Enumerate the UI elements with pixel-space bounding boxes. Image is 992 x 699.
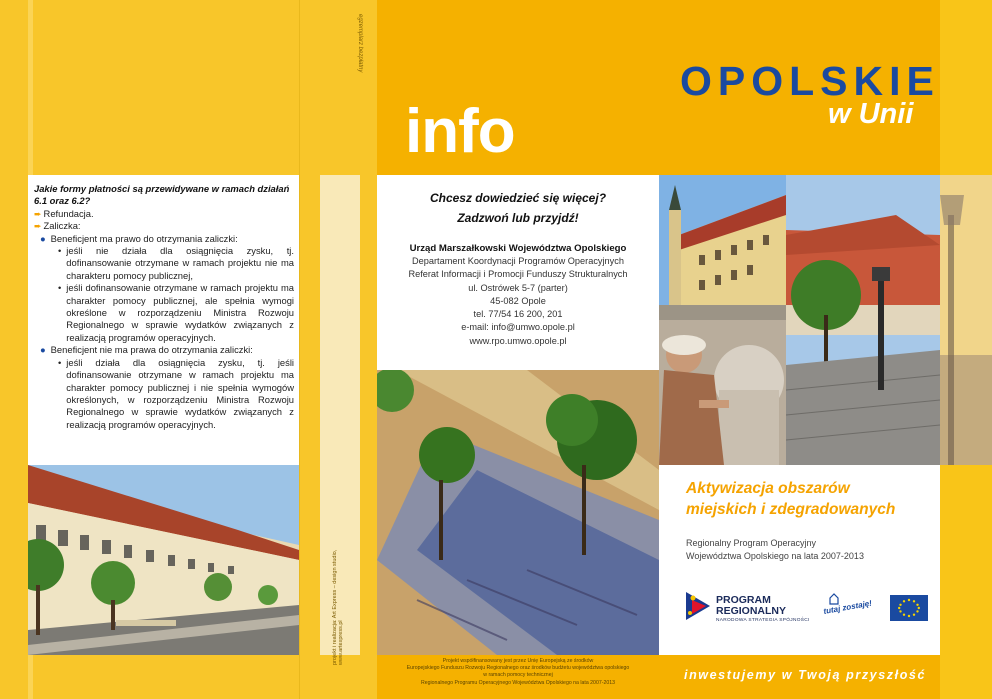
program-subtitle-line-2: Województwa Opolskiego na lata 2007-2013 [686, 550, 864, 561]
tutaj-zostaje-logo [822, 592, 874, 622]
contact-heading [377, 188, 659, 228]
answer-advance-text: Zaliczka: [43, 220, 81, 232]
eu-flag-icon [890, 595, 928, 621]
tutaj-zostaje-text: tutaj zostaję! [822, 598, 873, 616]
w-unii-logo-text: w Unii [828, 98, 914, 130]
contact-organization: Urząd Marszałkowski Województwa Opolskiego [409, 243, 627, 254]
list-item [58, 282, 294, 344]
answer-refund [34, 208, 294, 220]
contact-unit: Referat Informacji i Promocji Funduszy Strukturalnych [408, 269, 628, 280]
contact-heading-line-1: Chcesz dowiedzieć się więcej? [429, 191, 607, 205]
bullet-text: jeśli działa dla osiągnięcia zysku, tj. jeśli dofinansowanie otrzymane w ramach projektu ma charakter pomocy publicznej i nie spełnia wymogów określonych, w rozporządzeniu Ministra Rozwoju Regionalnego w sprawie wydatków związanych z realizacją programów operacyjnych. [66, 356, 294, 430]
market-square-photo [786, 175, 940, 465]
list-item [58, 357, 294, 431]
bullet-icon: • [58, 282, 62, 294]
info-title: info [405, 97, 515, 166]
free-copy-note: egzemplarz bezpłatny [357, 14, 363, 73]
contact-email[interactable]: e-mail: info@umwo.opole.pl [461, 322, 575, 333]
program-title [686, 478, 895, 520]
slogan: inwestujemy w Twoją przyszłość [684, 668, 927, 682]
contact-panel [377, 175, 659, 370]
old-town-photo [659, 175, 786, 320]
program-title-line-2: miejskich i zdegradowanych [686, 501, 896, 518]
list-item [58, 245, 294, 282]
program-logo-line-2: REGIONALNY [716, 605, 787, 617]
list-item [40, 233, 294, 245]
lamp-post-photo [940, 175, 992, 465]
program-logo-line-1: PROGRAM [716, 594, 771, 606]
bullet-text: Beneficjent ma prawo do otrzymania zaliczki: [50, 232, 238, 244]
arrow-icon: ➨ [34, 221, 42, 232]
program-title-line-1: Aktywizacja obszarów [686, 480, 850, 497]
opolskie-logo-text: OPOLSKIE [680, 58, 940, 104]
program-regionalny-logo [716, 595, 786, 617]
contact-street: ul. Ostrówek 5-7 (parter) [468, 282, 568, 293]
bullet-text: Beneficjent nie ma prawa do otrzymania zaliczki: [50, 344, 253, 356]
cofinancing-line: Regionalnego Programu Operacyjnego Województwa Opolskiego na lata 2007-2013 [421, 679, 615, 686]
contact-city: 45-082 Opole [490, 295, 546, 306]
answer-refund-text: Refundacja. [43, 207, 94, 219]
cofinancing-note [377, 658, 659, 687]
cofinancing-line: Europejskiego Funduszu Rozwoju Regionalnego oraz środków budżetu województwa opolskiego [406, 665, 630, 672]
faq-panel [28, 175, 299, 465]
sculpture-restoration-photo [659, 320, 786, 465]
answer-advance [34, 220, 294, 232]
bullet-icon: ● [40, 232, 46, 244]
cofinancing-line: w ramach pomocy technicznej [483, 672, 553, 679]
faq-question: Jakie formy płatności są przewidywane w ramach działań 6.1 oraz 6.2? [34, 183, 290, 207]
cofinancing-line: Projekt współfinansowany jest przez Unię Europejską ze środków [442, 658, 594, 664]
contact-department: Departament Koordynacji Programów Operacyjnych [412, 256, 624, 266]
program-regionalny-icon [684, 590, 712, 622]
program-logo-subtitle: NARODOWA STRATEGIA SPÓJNOŚCI [716, 618, 810, 623]
design-credit-note: projekt i realizacja: Art Express – design studio, www.artexpress.pl [332, 549, 344, 665]
arrow-icon: ➨ [34, 208, 42, 219]
contact-heading-line-2: Zadzwoń lub przyjdź! [457, 211, 579, 225]
bullet-icon: • [58, 245, 62, 257]
list-item [40, 344, 294, 356]
street-photo [28, 465, 299, 655]
program-subtitle [686, 537, 864, 562]
paved-square-photo [377, 370, 659, 655]
program-subtitle-line-1: Regionalny Program Operacyjny [686, 538, 817, 548]
contact-website[interactable]: www.rpo.umwo.opole.pl [469, 335, 567, 346]
bullet-text: jeśli dofinansowanie otrzymane w ramach projektu ma charakter pomocy publicznej, ale spełnia wymogi określone w rozporządzeniu Ministra Rozwoju Regionalnego w sprawie wydatków związanych z realizacją programów operacyjnych. [66, 282, 294, 343]
bullet-text: jeśli nie działa dla osiągnięcia zysku, tj. dofinansowanie otrzymane w ramach projektu nie ma charakteru pomocy publicznej, [66, 245, 294, 281]
contact-phone[interactable]: tel. 77/54 16 200, 201 [473, 309, 563, 320]
bullet-icon: ● [40, 344, 46, 356]
bullet-icon: • [58, 356, 62, 368]
